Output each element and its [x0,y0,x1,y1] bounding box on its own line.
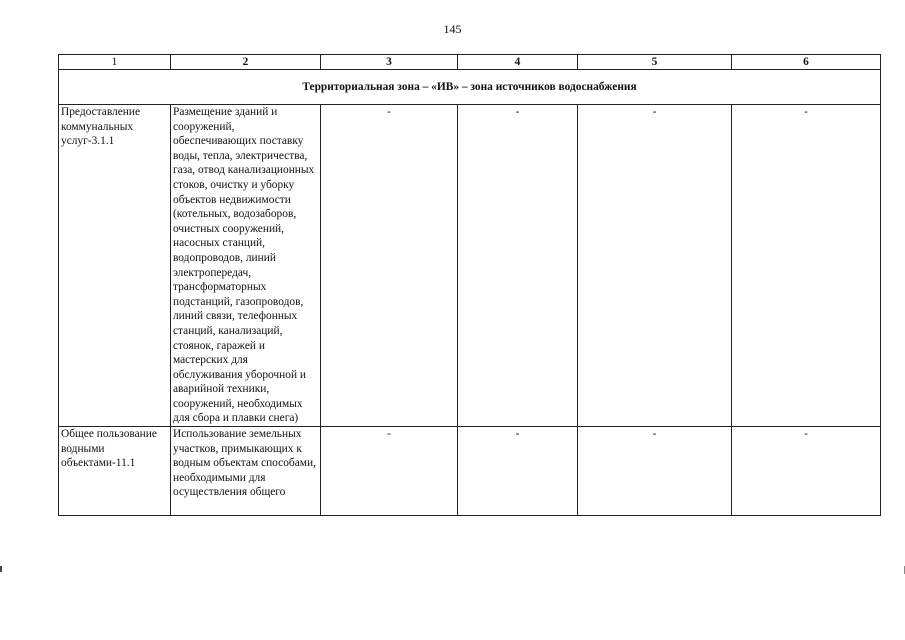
zone-title: Территориальная зона – «ИВ» – зона источников водоснабжения [59,70,881,105]
table-header-row [59,55,881,70]
use-type-cell: Предоставление коммунальных услуг-3.1.1 [59,105,171,427]
column-header-2: 2 [171,55,321,70]
col3-cell: - [321,105,458,427]
table-row [59,105,881,427]
description-cell: Размещение зданий и сооружений, обеспечивающих поставку воды, тепла, электричества, газа, отвод канализационных стоков, очистку и уборку объектов недвижимости (котельных, водозаборов, очистных сооружений, насосных станций, водопроводов, линий электропередач, трансформаторных подстанций, газопроводов, линий связи, телефонных станций, канализаций, стоянок, гаражей и мастерских для обслуживания уборочной и аварийной техники, сооружений, необходимых для сбора и плавки снега) [171,105,321,427]
col6-cell: - [732,105,881,427]
column-header-4: 4 [458,55,578,70]
description-cell: Использование земельных участков, примыкающих к водным объектам способами, необходимыми для осуществления общего [171,427,321,516]
column-header-1: 1 [59,55,171,70]
use-type-cell: Общее пользование водными объектами-11.1 [59,427,171,516]
col4-cell: - [458,105,578,427]
column-header-3: 3 [321,55,458,70]
col3-cell: - [321,427,458,516]
page-number: 145 [443,22,462,36]
land-use-table [58,54,881,516]
col5-cell: - [578,105,732,427]
col5-cell: - [578,427,732,516]
column-header-5: 5 [578,55,732,70]
col6-cell: - [732,427,881,516]
table-row [59,427,881,516]
column-header-6: 6 [732,55,881,70]
col4-cell: - [458,427,578,516]
scan-margin-mark-right [898,566,905,574]
scan-margin-mark-left [0,566,8,572]
zone-title-row [59,70,881,105]
